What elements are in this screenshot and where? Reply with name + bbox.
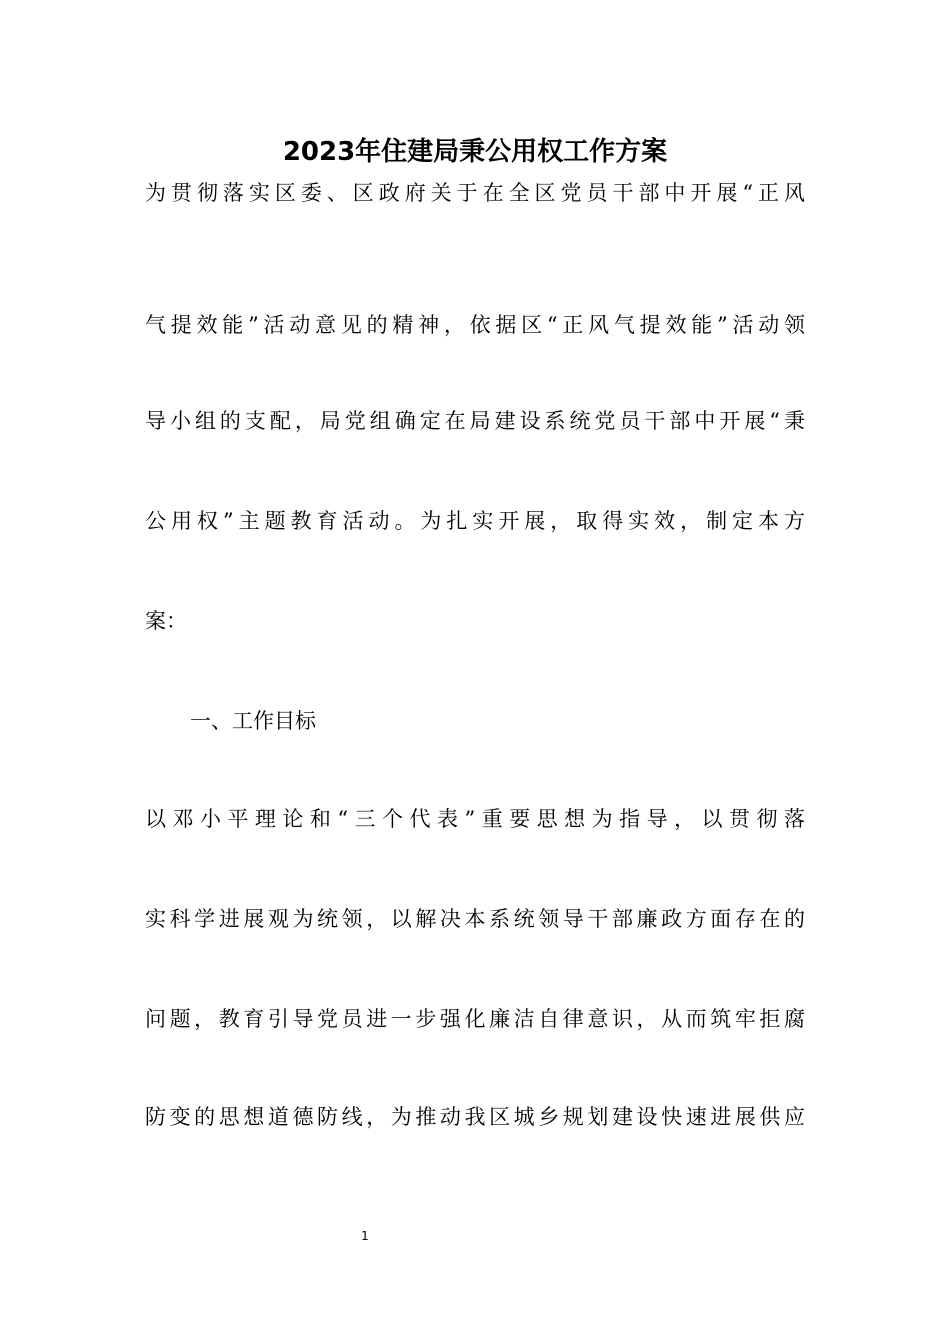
page-number: 1: [361, 1229, 369, 1243]
document-title: 2023年住建局秉公用权工作方案: [282, 137, 668, 167]
paragraph-1-line-4: 公用权”主题教育活动。为扎实开展，取得实效，制定本方: [145, 509, 805, 533]
paragraph-1-line-1: 为贯彻落实区委、区政府关于在全区党员干部中开展“正风: [145, 181, 805, 205]
paragraph-2-line-4: 防变的思想道德防线，为推动我区城乡规划建设快速进展供应: [145, 1105, 805, 1129]
paragraph-1-line-3: 导小组的支配，局党组确定在局建设系统党员干部中开展“秉: [145, 409, 805, 433]
paragraph-1-line-2: 气提效能”活动意见的精神，依据区“正风气提效能”活动领: [145, 313, 805, 337]
paragraph-2-line-3: 问题，教育引导党员进一步强化廉洁自律意识，从而筑牢拒腐: [145, 1007, 805, 1031]
paragraph-1-line-5: 案：: [145, 609, 187, 633]
paragraph-2-line-1: 以邓小平理论和“三个代表”重要思想为指导，以贯彻落: [145, 807, 805, 831]
section-heading-work-goals: 一、工作目标: [190, 709, 316, 733]
paragraph-2-line-2: 实科学进展观为统领，以解决本系统领导干部廉政方面存在的: [145, 907, 805, 931]
